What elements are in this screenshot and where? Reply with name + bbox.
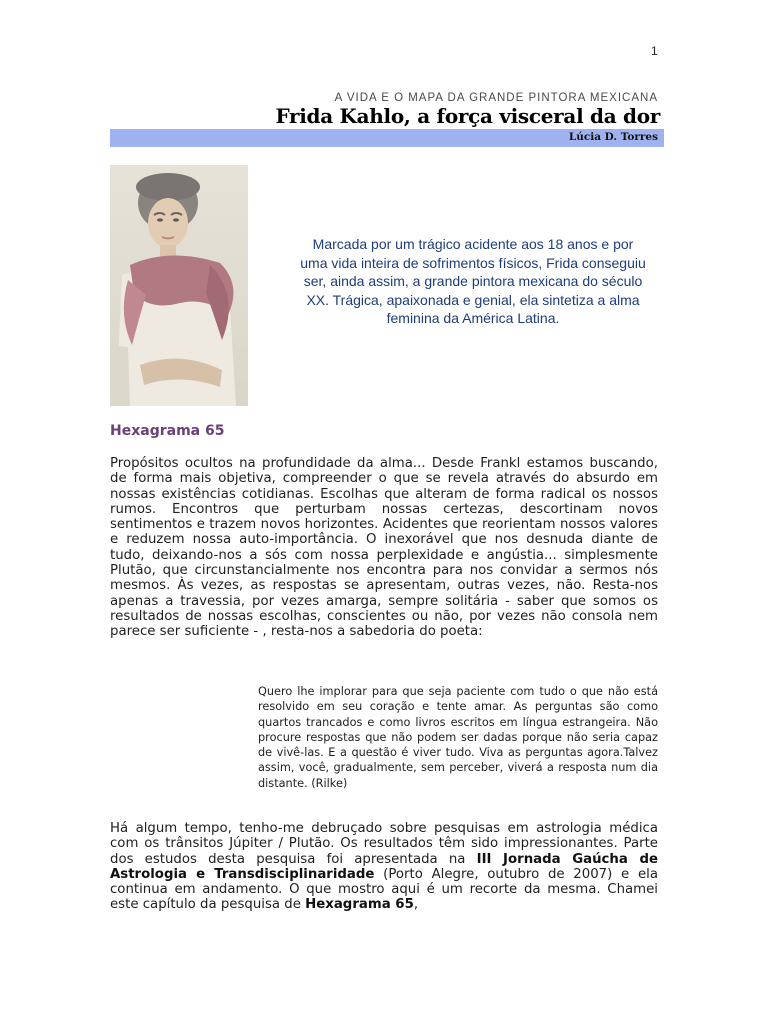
paragraph-2-text-c: , bbox=[413, 897, 419, 913]
article-kicker: A VIDA E O MAPA DA GRANDE PINTORA MEXICANA bbox=[334, 92, 658, 104]
author-bar bbox=[110, 129, 664, 147]
section-heading: Hexagrama 65 bbox=[110, 423, 225, 439]
author-name: Lúcia D. Torres bbox=[568, 131, 658, 143]
body-paragraph-1: Propósitos ocultos na profundidade da alma... Desde Frankl estamos buscando, de forma mais objetiva, compreender o que se revela através do absurdo em nossas existências cotidianas. Escolhas que alteram de forma radical os nossos rumos. Encontros que perturbam nossas certezas, descortinam novos sentimentos e trazem novos horizontes. Acidentes que reorientam nossos valores e reduzem nossa auto-importância. O inexorável que nos desnuda diante de tudo, deixando-nos a sós com nossa perplexidade e angústia... simplesmente Plutão, que circunstancialmente nos encontra para nos convidar a sermos nós mesmos. Às vezes, as respostas se apresentam, outras vezes, não. Resta-nos apenas a travessia, por vezes amarga, sempre solitária - saber que somos os resultados de nossas escolhas, conscientes ou não, por vezes não consola nem parece ser suficiente - , resta-nos a sabedoria do poeta: bbox=[110, 456, 658, 640]
article-title: Frida Kahlo, a força visceral da dor bbox=[275, 104, 660, 128]
event-name: III Jornada Gaúcha de Astrologia e Transdisciplinaridade bbox=[110, 851, 658, 882]
rilke-quote: Quero lhe implorar para que seja paciente com tudo o que não está resolvido em seu coração e tente amar. As perguntas são como quartos trancados e como livros escritos em língua estrangeira. Não procure respostas que não podem ser dadas porque não seria capaz de vivê-las. E a questão é viver tudo. Viva as perguntas agora.Talvez assim, você, gradualmente, sem perceber, viverá a resposta num dia distante. (Rilke) bbox=[258, 685, 658, 790]
paragraph-2-text-a: Há algum tempo, tenho-me debruçado sobre pesquisas em astrologia médica com os trânsitos Júpiter / Plutão. Os resultados têm sido impressionantes. Parte dos estudos desta pesquisa foi apresentada na bbox=[110, 821, 658, 867]
body-paragraph-2 bbox=[110, 821, 658, 913]
intro-summary: Marcada por um trágico acidente aos 18 anos e por uma vida inteira de sofrimentos físicos, Frida conseguiu ser, ainda assim, a grande pintora mexicana do século XX. Trágica, apaixonada e genial, ela sintetiza a alma feminina da América Latina. bbox=[300, 236, 646, 326]
chapter-term: Hexagrama 65 bbox=[305, 897, 414, 913]
page-number: 1 bbox=[651, 44, 658, 58]
portrait-image bbox=[110, 165, 248, 406]
paragraph-2-text-b: (Porto Alegre, outubro de 2007) e ela continua em andamento. O que mostro aqui é um recorte da mesma. Chamei este capítulo da pesquisa de bbox=[110, 866, 658, 913]
